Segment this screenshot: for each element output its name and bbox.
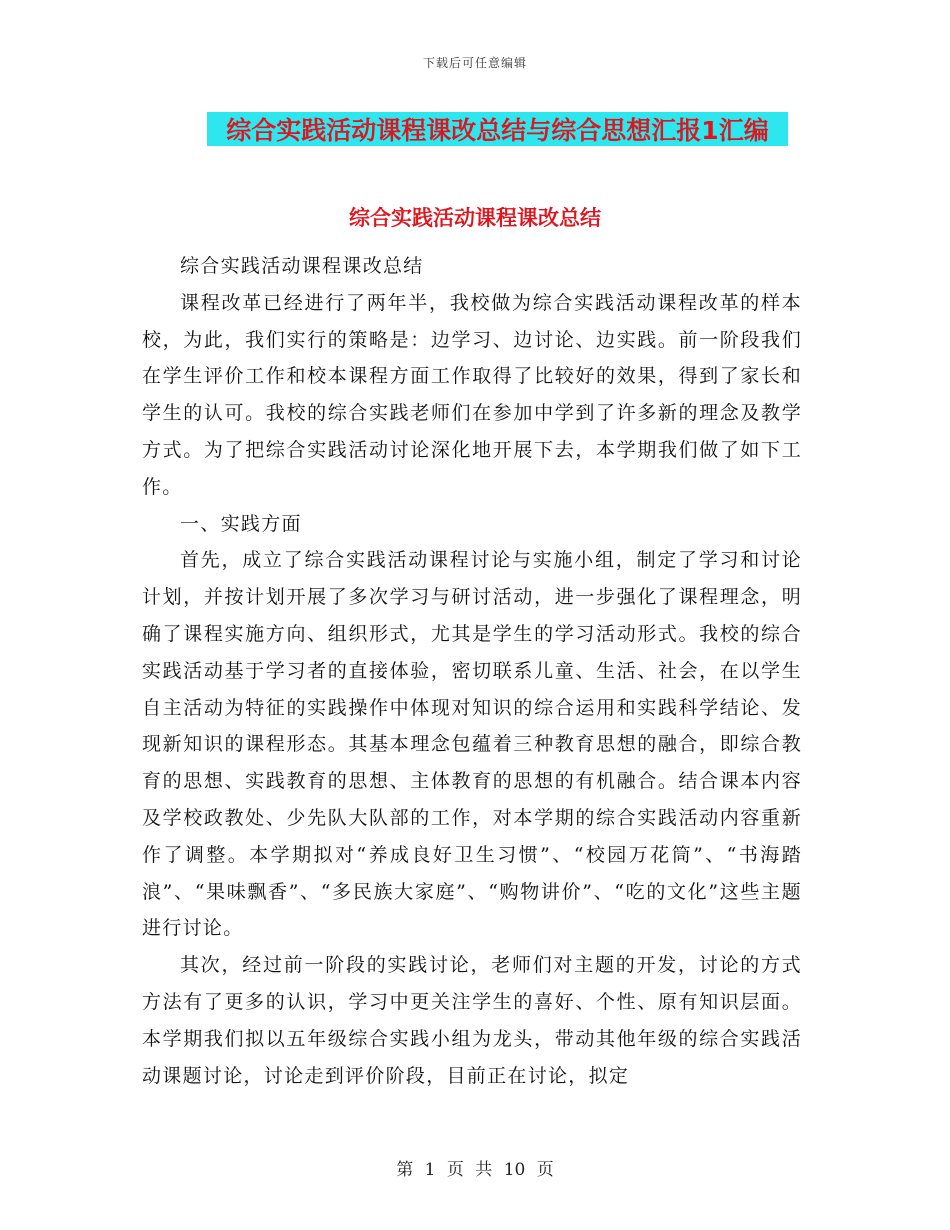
main-title-highlight xyxy=(207,112,788,146)
paragraph: 一、实践方面 xyxy=(180,512,302,535)
section-title: 综合实践活动课程课改总结 xyxy=(349,206,601,230)
document-body xyxy=(142,248,802,1094)
paragraph: 课程改革已经进行了两年半，我校做为综合实践活动课程改革的样本校，为此，我们实行的策略是：边学习、边讨论、边实践。前一阶段我们在学生评价工作和校本课程方面工作取得了比较好的效果，得到了家长和学生的认可。我校的综合实践老师们在参加中学到了许多新的理念及教学方式。为了把综合实践活动讨论深化地开展下去，本学期我们做了如下工作。 xyxy=(142,291,802,498)
paragraph: 其次，经过前一阶段的实践讨论，老师们对主题的开发，讨论的方式方法有了更多的认识，学习中更关注学生的喜好、个性、原有知识层面。本学期我们拟以五年级综合实践小组为龙头，带动其他年级的综合实践活动课题讨论，讨论走到评价阶段，目前正在讨论，拟定 xyxy=(142,954,802,1087)
paragraph: 综合实践活动课程课改总结 xyxy=(180,255,424,277)
main-title: 综合实践活动课程课改总结与综合思想汇报1汇编 xyxy=(226,116,769,145)
paragraph: 首先，成立了综合实践活动课程讨论与实施小组，制定了学习和讨论计划，并按计划开展了多次学习与研讨活动，进一步强化了课程理念，明确了课程实施方向、组织形式，尤其是学生的学习活动形式。我校的综合实践活动基于学习者的直接体验，密切联系儿童、生活、社会，在以学生自主活动为特征的实践操作中体现对知识的综合运用和实践科学结论、发现新知识的课程形态。其基本理念包蕴着三种教育思想的融合，即综合教育的思想、实践教育的思想、主体教育的思想的有机融合。结合课本内容及学校政教处、少先队大队部的工作，对本学期的综合实践活动内容重新作了调整。本学期拟对“养成良好卫生习惯”、“校园万花筒”、“书海踏浪”、“果味飘香”、“多民族大家庭”、“购物讲价”、“吃的文化”这些主题进行讨论。 xyxy=(142,549,802,940)
header-note: 下载后可任意编辑 xyxy=(422,56,527,70)
page-footer: 第 1 页 共 10 页 xyxy=(396,1160,554,1180)
